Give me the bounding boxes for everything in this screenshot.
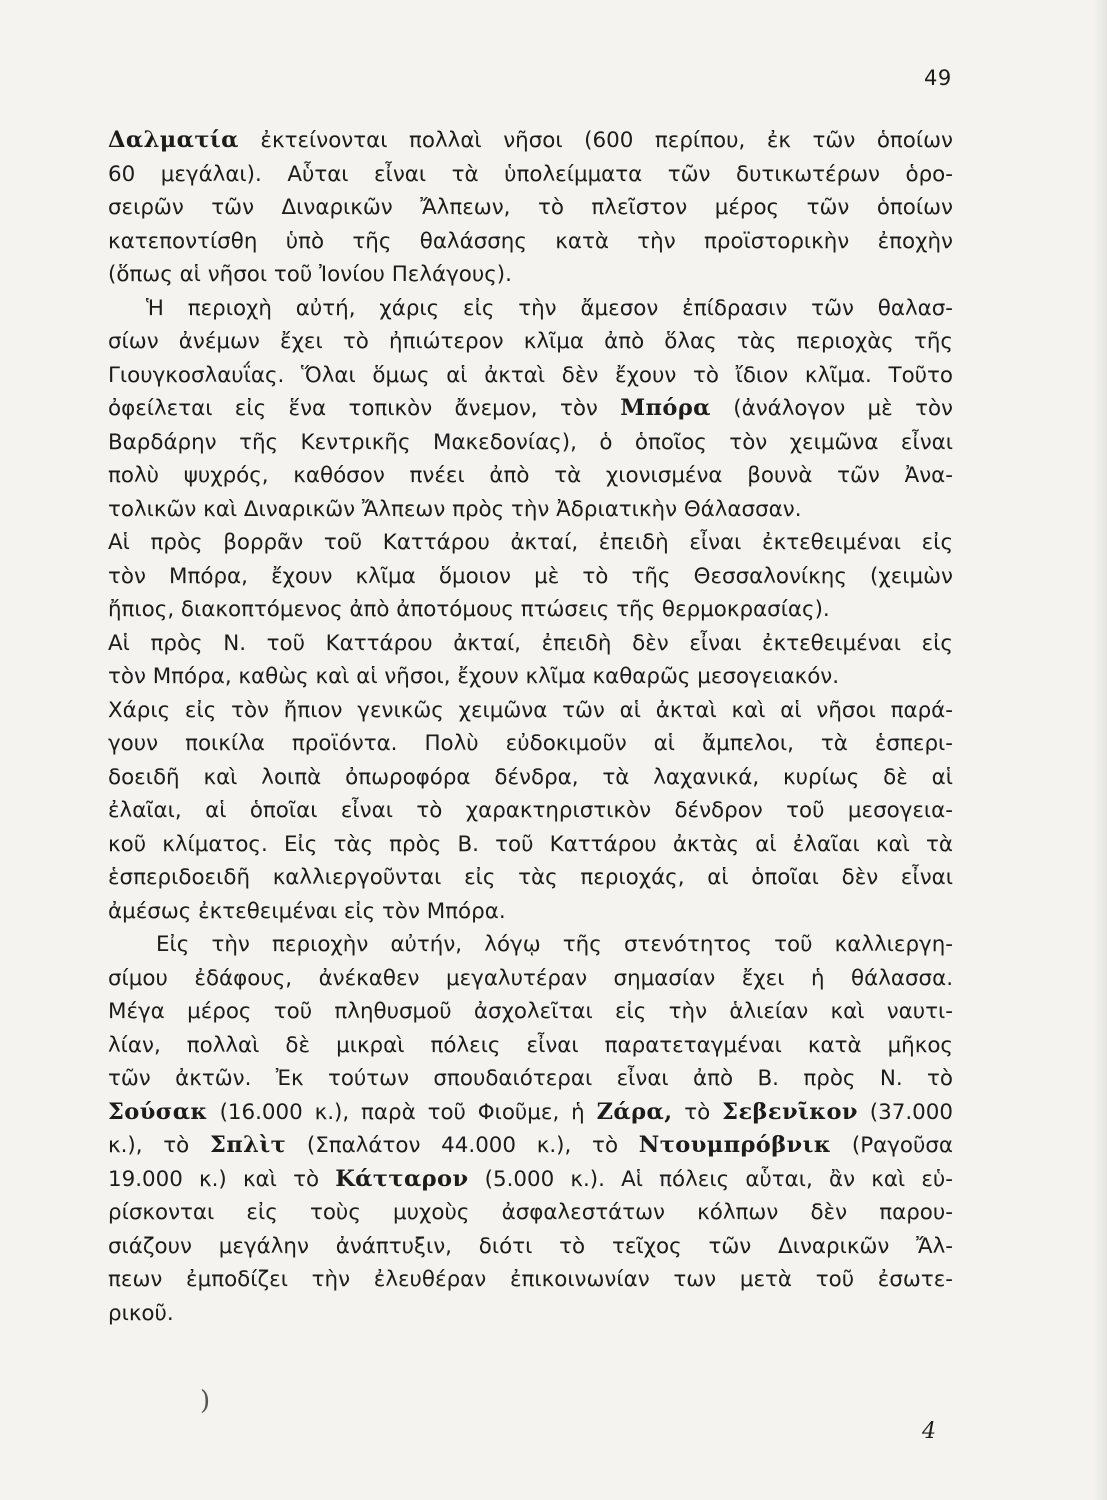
text-run: κατεποντίσθη ὑπὸ τῆς θαλάσσης κατὰ τὴν προϊστορικὴν ἐποχὴν xyxy=(108,228,953,254)
text-line xyxy=(108,627,953,661)
text-line xyxy=(108,292,953,326)
text-line xyxy=(108,593,953,627)
text-run: κ.), τὸ xyxy=(108,1133,210,1158)
text-line xyxy=(108,124,953,158)
signature-mark: 4 xyxy=(922,1419,936,1444)
text-run: ἐκτείνονται πολλαὶ νῆσοι (600 περίπου, ἐκ τῶν ὁποίων xyxy=(238,128,953,153)
text-run: (ὅπως αἱ νῆσοι τοῦ Ἰονίου Πελάγους). xyxy=(108,262,512,287)
text-run: σιάζουν μεγάλην ἀνάπτυξιν, διότι τὸ τεῖχος τῶν Διναρικῶν Ἄλ- xyxy=(108,1233,953,1259)
text-line xyxy=(108,1163,953,1197)
text-run: Αἱ πρὸς βορρᾶν τοῦ Καττάρου ἀκταί, ἐπειδὴ εἶναι ἐκτεθειμέναι εἰς xyxy=(108,530,953,555)
text-run: τῶν ἀκτῶν. Ἐκ τούτων σπουδαιότεραι εἶναι ἀπὸ Β. πρὸς Ν. τὸ xyxy=(108,1066,953,1091)
bold-term: Ντουμπρόβνικ xyxy=(638,1132,832,1158)
text-line xyxy=(108,426,953,460)
text-line xyxy=(108,459,953,493)
text-line xyxy=(108,158,953,192)
text-run: 60 μεγάλαι). Αὗται εἶναι τὰ ὑπολείμματα τῶν δυτικωτέρων ὁρο- xyxy=(108,161,953,187)
text-run: τολικῶν καὶ Διναρικῶν Ἄλπεων πρὸς τὴν Ἀδριατικὴν Θάλασσαν. xyxy=(108,496,802,522)
text-run: (Σπαλάτον 44.000 κ.), τὸ xyxy=(286,1133,639,1158)
bold-term: Μπόρα xyxy=(620,395,711,421)
text-run: ρικοῦ. xyxy=(108,1300,174,1326)
text-line xyxy=(108,392,953,426)
text-line xyxy=(108,861,953,895)
text-run: τὸ xyxy=(672,1099,723,1125)
text-run: ἤπιος, διακοπτόμενος ἀπὸ ἀποτόμους πτώσεις τῆς θερμοκρασίας). xyxy=(108,597,830,622)
text-line xyxy=(108,1297,953,1331)
bold-term: Σπλὶτ xyxy=(210,1132,287,1158)
text-line xyxy=(108,694,953,728)
text-line xyxy=(108,191,953,225)
text-line xyxy=(108,359,953,393)
text-run: Αἱ πρὸς Ν. τοῦ Καττάρου ἀκταί, ἐπειδὴ δὲν εἶναι ἐκτεθειμέναι εἰς xyxy=(108,630,953,656)
text-line xyxy=(108,995,953,1029)
text-run: Μέγα μέρος τοῦ πληθυσμοῦ ἀσχολεῖται εἰς τὴν ἁλιείαν καὶ ναυτι- xyxy=(108,999,953,1024)
text-line xyxy=(108,828,953,862)
text-run: σειρῶν τῶν Διναρικῶν Ἄλπεων, τὸ πλεῖστον μέρος τῶν ὁποίων xyxy=(108,195,953,220)
bold-term: Δαλματία xyxy=(108,127,239,153)
text-run: ὀφείλεται εἰς ἕνα τοπικὸν ἄνεμον, τὸν xyxy=(108,396,621,421)
text-run: Βαρδάρην τῆς Κεντρικῆς Μακεδονίας), ὁ ὁποῖος τὸν χειμῶνα εἶναι xyxy=(108,429,953,455)
stray-ink-mark: ) xyxy=(200,1386,211,1416)
text-line xyxy=(108,1096,953,1130)
text-run: λίαν, πολλαὶ δὲ μικραὶ πόλεις εἶναι παρατεταγμέναι κατὰ μῆκος xyxy=(108,1032,953,1058)
bold-term: Κάτταρον xyxy=(335,1165,469,1192)
text-run: γουν ποικίλα προϊόντα. Πολὺ εὐδοκιμοῦν αἱ ἄμπελοι, τὰ ἑσπερι- xyxy=(108,731,953,756)
text-line xyxy=(108,560,953,594)
text-line xyxy=(108,962,953,996)
text-run: τὸν Μπόρα, ἔχουν κλῖμα ὅμοιον μὲ τὸ τῆς Θεσσαλονίκης (χειμὼν xyxy=(108,563,953,589)
text-run: σίμου ἐδάφους, ἀνέκαθεν μεγαλυτέραν σημασίαν ἔχει ἡ θάλασσα. xyxy=(108,965,953,991)
bold-term: Ζάρα, xyxy=(596,1098,673,1125)
text-line xyxy=(108,928,953,962)
text-run: πολὺ ψυχρός, καθόσον πνέει ἀπὸ τὰ χιονισμένα βουνὰ τῶν Ἀνα- xyxy=(108,463,953,488)
text-run: κοῦ κλίματος. Εἰς τὰς πρὸς Β. τοῦ Καττάρου ἀκτὰς αἱ ἐλαῖαι καὶ τὰ xyxy=(108,831,953,857)
text-line xyxy=(108,1196,953,1230)
text-line xyxy=(108,493,953,527)
text-line xyxy=(108,1129,953,1163)
text-line xyxy=(108,1263,953,1297)
text-line xyxy=(108,1029,953,1063)
bold-term: Σεβενῖκον xyxy=(722,1098,858,1125)
text-run: δοειδῆ καὶ λοιπὰ ὀπωροφόρα δένδρα, τὰ λαχανικά, κυρίως δὲ αἱ xyxy=(108,764,953,790)
text-run: Ἡ περιοχὴ αὐτή, χάρις εἰς τὴν ἄμεσον ἐπίδρασιν τῶν θαλασ- xyxy=(146,295,953,321)
text-run: ἀμέσως ἐκτεθειμέναι εἰς τὸν Μπόρα. xyxy=(108,898,506,924)
text-run: (Ραγοῦσα xyxy=(831,1133,953,1158)
text-run: πεων ἐμποδίζει τὴν ἐλευθέραν ἐπικοινωνίαν των μετὰ τοῦ ἐσωτε- xyxy=(108,1267,953,1292)
text-line xyxy=(108,526,953,560)
text-line xyxy=(108,325,953,359)
text-line xyxy=(108,1230,953,1264)
text-line xyxy=(108,794,953,828)
text-line xyxy=(108,1062,953,1096)
text-line xyxy=(108,895,953,929)
text-run: (ἀνάλογον μὲ τὸν xyxy=(710,396,953,421)
text-line xyxy=(108,727,953,761)
text-run: ἐλαῖαι, αἱ ὁποῖαι εἶναι τὸ χαρακτηριστικὸν δένδρον τοῦ μεσογεια- xyxy=(108,798,953,823)
bold-term: Σούσακ xyxy=(108,1098,208,1125)
text-run: ἑσπεριδοειδῆ καλλιεργοῦνται εἰς τὰς περιοχάς, αἱ ὁποῖαι δὲν εἶναι xyxy=(108,865,953,890)
text-run: σίων ἀνέμων ἔχει τὸ ἠπιώτερον κλῖμα ἀπὸ ὅλας τὰς περιοχὰς τῆς xyxy=(108,329,953,354)
text-line xyxy=(108,761,953,795)
page-edge-shadow xyxy=(1093,0,1107,1500)
body-text xyxy=(108,124,953,1330)
text-run: (5.000 κ.). Αἱ πόλεις αὗται, ἂν καὶ εὑ- xyxy=(468,1166,953,1192)
text-line xyxy=(108,258,953,292)
text-line xyxy=(108,225,953,259)
text-run: ρίσκονται εἰς τοὺς μυχοὺς ἀσφαλεστάτων κόλπων δὲν παρου- xyxy=(108,1200,953,1225)
text-line xyxy=(108,660,953,694)
text-run: (16.000 κ.), παρὰ τοῦ Φιοῦμε, ἡ xyxy=(207,1099,597,1125)
page-number: 49 xyxy=(924,66,952,90)
text-run: 19.000 κ.) καὶ τὸ xyxy=(108,1166,336,1192)
text-run: Εἰς τὴν περιοχὴν αὐτήν, λόγῳ τῆς στενότητος τοῦ καλλιεργη- xyxy=(156,932,953,957)
text-run: (37.000 xyxy=(857,1099,953,1125)
text-run: Γιουγκοσλαυΐας. Ὅλαι ὅμως αἱ ἀκταὶ δὲν ἔχουν τὸ ἴδιον κλῖμα. Τοῦτο xyxy=(108,362,953,388)
text-run: Χάρις εἰς τὸν ἤπιον γενικῶς χειμῶνα τῶν αἱ ἀκταὶ καὶ αἱ νῆσοι παρά- xyxy=(108,697,953,723)
text-run: τὸν Μπόρα, καθὼς καὶ αἱ νῆσοι, ἔχουν κλῖμα καθαρῶς μεσογειακόν. xyxy=(108,664,840,689)
